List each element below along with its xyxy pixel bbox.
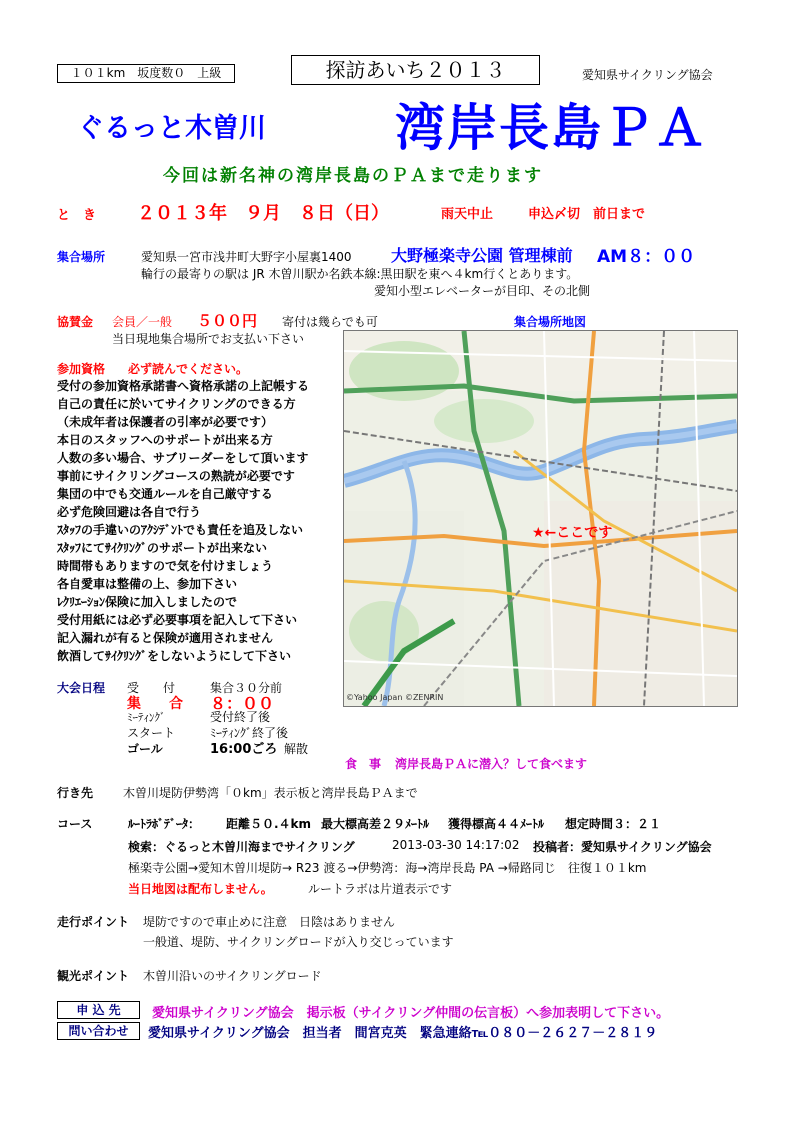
donation-note: 寄付は幾らでも可 <box>282 315 378 329</box>
condition-item: 必ず危険回避は各自で行う <box>57 505 202 519</box>
meal-note: 湾岸長島ＰＡに潜入？して食べます <box>395 757 588 771</box>
fee-label: 協賛金 <box>57 315 94 329</box>
map-image <box>344 331 737 706</box>
riding-point-1: 堤防ですので車止めに注意 日陰はありません <box>143 915 396 929</box>
date-label: と き <box>57 208 97 223</box>
course-label: コース <box>57 817 93 831</box>
fee-type: 会員／一般 <box>112 315 173 329</box>
schedule-label: 大会日程 <box>57 681 106 695</box>
apply-label-box: 申 込 先 <box>57 1001 140 1019</box>
routelab-data-label: ﾙｰﾄﾗﾎﾞﾃﾞｰﾀ： <box>128 817 201 831</box>
condition-item: 各自愛車は整備の上、参加下さい <box>57 577 238 591</box>
schedule-meeting-name: ﾐｰﾃｨﾝｸﾞ <box>127 711 166 724</box>
condition-item: ｽﾀｯﾌの手違いのｱｸｼﾃﾞﾝﾄでも責任を追及しない <box>57 523 304 537</box>
meeting-time: AM８：００ <box>597 247 696 267</box>
sightseeing-value: 木曽川沿いのサイクリングロード <box>143 969 322 983</box>
fee-amount: ５００円 <box>197 312 258 330</box>
destination-label: 行き先 <box>57 786 94 800</box>
condition-item: 受付の参加資格承諾書へ資格承諾の上記帳する <box>57 379 310 393</box>
meeting-address: 愛知県一宮市浅井町大野字小屋裏1400 <box>141 250 352 264</box>
routelab-datetime: 2013-03-30 14:17:02 <box>392 838 520 852</box>
condition-item: 飲酒してｻｲｸﾘﾝｸﾞをしないようにして下さい <box>57 649 292 663</box>
riding-point-2: 一般道、堤防、サイクリングロードが入り交じっています <box>143 935 454 949</box>
course-distance: 距離５０.４km <box>226 817 312 831</box>
schedule-goal-name: ゴール <box>127 742 163 756</box>
condition-item: （未成年者は保護者の引率が必要です） <box>57 415 274 429</box>
no-map-note: 当日地図は配布しません。 <box>128 882 273 896</box>
course-time: 想定時間３：２１ <box>565 817 662 831</box>
course-route: 極楽寺公園→愛知木曽川堤防→ R23 渡る→伊勢湾：海→湾岸長島 PA →帰路同じ 往復１０１km <box>128 861 647 875</box>
contact-value: 愛知県サイクリング協会 担当者 間宮克英 緊急連絡℡０８０－２６２７－２８１９ <box>148 1026 658 1041</box>
meeting-place-map[interactable] <box>343 330 738 707</box>
condition-item: 集団の中でも交通ルールを自己厳守する <box>57 487 273 501</box>
condition-item: 人数の多い場合、サブリーダーをして頂います <box>57 451 309 465</box>
schedule-gather-time: ８：００ <box>210 694 275 713</box>
map-credit: ©Yahoo Japan ©ZENRIN <box>346 693 444 702</box>
condition-item: ﾚｸﾘｴｰｼｮﾝ保険に加入しましたので <box>57 595 238 609</box>
schedule-goal-dismiss: 解散 <box>284 742 309 756</box>
condition-item: 自己の責任に於いてサイクリングのできる方 <box>57 397 296 411</box>
schedule-start-name: スタート <box>127 726 176 740</box>
schedule-gather-name: 集 合 <box>127 696 183 712</box>
destination-value: 木曽川堤防伊勢湾「０km」表示板と湾岸長島ＰＡまで <box>123 786 418 800</box>
event-series-box: 探訪あいち２０１３ <box>291 55 540 85</box>
schedule-meeting-time: 受付終了後 <box>210 710 271 724</box>
course-level-box: １０１km 坂度数０ 上級 <box>57 64 235 83</box>
condition-item: 事前にサイクリングコースの熟読が必要です <box>57 469 295 483</box>
routelab-note: ルートラボは片道表示です <box>308 882 453 896</box>
station-note: 輪行の最寄りの駅は JR 木曽川駅か名鉄本線:黒田駅を東へ４km行くとあります。 <box>141 267 579 281</box>
condition-item: 時間帯もありますので気を付けましょう <box>57 559 274 573</box>
page-title: 湾岸長島ＰＡ <box>395 99 707 157</box>
event-date: ２０１３年 ９月 ８日（日） <box>137 203 389 224</box>
contact-label-box: 問い合わせ <box>57 1022 140 1040</box>
condition-item: 受付用紙には必ず必要事項を記入して下さい <box>57 613 298 627</box>
meal-label: 食 事 <box>345 757 382 771</box>
rain-cancel: 雨天中止 <box>441 207 494 222</box>
map-marker: ★←ここです <box>532 525 613 541</box>
conditions-must-read: 必ず読んでください。 <box>128 362 249 376</box>
condition-item: ｽﾀｯﾌにてｻｲｸﾘﾝｸﾞのサポートが出来ない <box>57 541 268 555</box>
landmark-note: 愛知小型エレベーターが目印、その北側 <box>374 284 591 298</box>
title-sub: ぐるっと木曽川 <box>77 113 266 144</box>
schedule-start-time: ﾐｰﾃｨﾝｸﾞ終了後 <box>210 726 289 740</box>
condition-item: 本日のスタッフへのサポートが出来る方 <box>57 433 273 447</box>
sightseeing-label: 観光ポイント <box>57 969 130 983</box>
tagline: 今回は新名神の湾岸長島のＰＡまで走ります <box>163 166 543 186</box>
schedule-goal-time: 16:00ごろ <box>210 742 278 757</box>
condition-item: 記入漏れが有ると保険が適用されません <box>57 631 274 645</box>
routelab-search: 検索：ぐるっと木曽川海までサイクリング <box>128 840 355 854</box>
meeting-place: 大野極楽寺公園 管理棟前 <box>391 246 573 265</box>
map-caption: 集合場所地図 <box>514 315 587 329</box>
conditions-label: 参加資格 <box>57 362 106 376</box>
meeting-label: 集合場所 <box>57 250 106 264</box>
application-deadline: 申込〆切 前日まで <box>528 207 646 222</box>
payment-note: 当日現地集合場所でお支払い下さい <box>112 332 305 346</box>
apply-value: 愛知県サイクリング協会 掲示板（サイクリング仲間の伝言板）へ参加表明して下さい。 <box>152 1006 670 1021</box>
course-max-elevation: 最大標高差２９ﾒｰﾄﾙ <box>321 817 430 831</box>
organizer-name: 愛知県サイクリング協会 <box>582 68 713 82</box>
schedule-reception-name: 受 付 <box>127 681 176 695</box>
schedule-reception-time: 集合３０分前 <box>210 681 283 695</box>
course-elevation-gain: 獲得標高４４ﾒｰﾄﾙ <box>448 817 545 831</box>
riding-points-label: 走行ポイント <box>57 915 130 929</box>
routelab-poster: 投稿者：愛知県サイクリング協会 <box>533 840 712 854</box>
conditions-list <box>57 377 309 665</box>
